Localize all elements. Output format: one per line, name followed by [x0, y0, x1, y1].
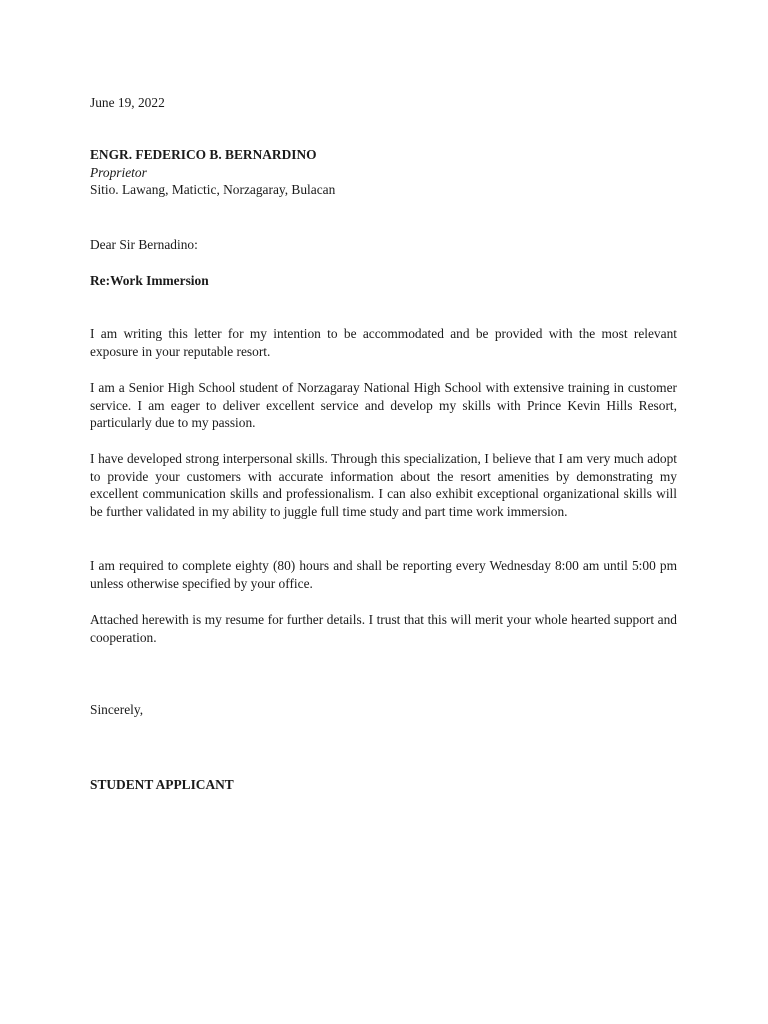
body-paragraph-5: Attached herewith is my resume for further details. I trust that this will merit your whole hearted support and cooperation. — [90, 612, 677, 645]
recipient-title: Proprietor — [90, 164, 147, 180]
recipient-block — [90, 146, 677, 199]
body-paragraph-2: I am a Senior High School student of Norzagaray National High School with extensive training in customer service. I am eager to deliver excellent service and develop my skills with Prince Kevin Hills Resort, particularly due to my passion. — [90, 380, 677, 431]
recipient-name: ENGR. FEDERICO B. BERNARDINO — [90, 147, 317, 162]
subject-line: Re:Work Immersion — [90, 273, 209, 288]
body-paragraph-4: I am required to complete eighty (80) hours and shall be reporting every Wednesday 8:00 am until 5:00 pm unless otherwise specified by your office. — [90, 558, 677, 591]
salutation: Dear Sir Bernadino: — [90, 237, 198, 252]
recipient-address: Sitio. Lawang, Matictic, Norzagaray, Bulacan — [90, 182, 336, 198]
signature: STUDENT APPLICANT — [90, 777, 234, 792]
letter-date: June 19, 2022 — [90, 95, 165, 110]
body-paragraph-1: I am writing this letter for my intention to be accommodated and be provided with the most relevant exposure in your reputable resort. — [90, 326, 677, 359]
closing: Sincerely, — [90, 702, 144, 717]
body-paragraph-3: I have developed strong interpersonal skills. Through this specialization, I believe that I am very much adopt to provide your customers with accurate information about the resort amenities by demonstrating my excellent communication skills and professionalism. I can also exhibit exceptional organizational skills will be further validated in my ability to juggle full time study and part time work immersion. — [90, 451, 677, 519]
